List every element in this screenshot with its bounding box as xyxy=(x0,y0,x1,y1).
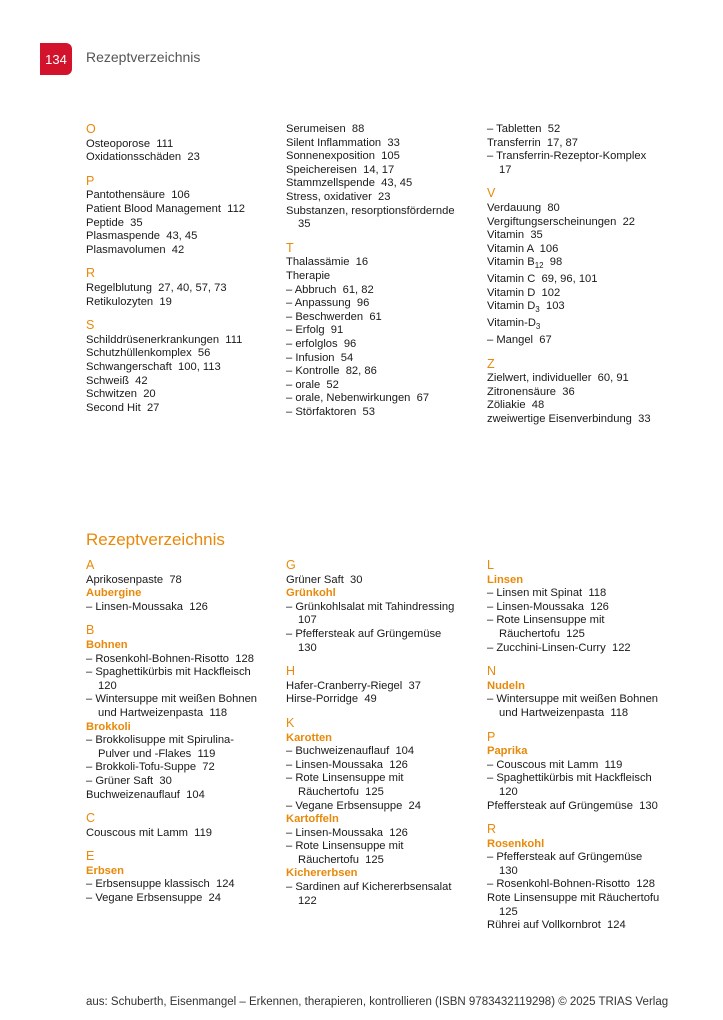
sub-entry: – Pfeffersteak auf Grüngemüse xyxy=(286,627,442,640)
sub-entry: – Zucchini-Linsen-Curry 122 xyxy=(487,641,631,654)
index-entry: Verdauung 80 xyxy=(487,201,560,214)
letter-heading: L xyxy=(487,558,494,572)
index-column-1 xyxy=(86,123,245,415)
sub-entry: – Vegane Erbsensuppe 24 xyxy=(86,892,221,905)
letter-heading: R xyxy=(487,822,497,837)
sub-entry: – Linsen-Moussaka 126 xyxy=(487,600,609,613)
index-entry: Serumeisen 88 xyxy=(286,123,365,135)
index-entry: Hafer-Cranberry-Riegel 37 xyxy=(286,679,421,692)
letter-heading: Z xyxy=(487,356,495,371)
sub-entry: – Brokkolisuppe mit Spirulina- xyxy=(86,734,234,747)
letter-heading: B xyxy=(86,623,95,638)
sub-entry: – Vegane Erbsensuppe 24 xyxy=(286,799,421,812)
index-entry xyxy=(487,300,651,317)
sub-entry: – Spaghettikürbis mit Hackfleisch xyxy=(86,666,251,679)
sub-entry: – orale 52 xyxy=(286,378,339,391)
letter-heading: P xyxy=(487,729,496,744)
sub-entry: – Linsen mit Spinat 118 xyxy=(487,587,607,600)
entry-continuation: Pulver und -Flakes 119 xyxy=(98,747,216,760)
index-entry: Schutzhüllenkomplex 56 xyxy=(86,347,211,360)
index-entry: Osteoporose 111 xyxy=(86,137,174,150)
entry-continuation: 17 xyxy=(499,163,512,176)
entry-pages: 103 xyxy=(539,300,565,313)
sub-entry: – Grüner Saft 30 xyxy=(86,774,172,787)
entry-continuation: Räuchertofu 125 xyxy=(298,785,384,798)
sub-entry: – Linsen-Moussaka 126 xyxy=(86,600,208,613)
ingredient-heading: Rosenkohl xyxy=(487,837,545,850)
sub-entry: – Tabletten 52 xyxy=(487,123,561,135)
entry-continuation: 130 xyxy=(298,641,317,654)
index-entry: Speichereisen 14, 17 xyxy=(286,163,395,176)
letter-heading: C xyxy=(86,811,96,826)
sub-entry: – Rote Linsensuppe mit xyxy=(286,840,404,853)
index-entry: Patient Blood Management 112 xyxy=(86,202,246,215)
index-entry: Rührei auf Vollkornbrot 124 xyxy=(487,919,626,932)
sub-entry: – Linsen-Moussaka 126 xyxy=(286,758,408,771)
index-entry: Zielwert, individueller 60, 91 xyxy=(487,372,629,385)
index-entry: Pantothensäure 106 xyxy=(86,189,190,202)
index-entry: Vitamin C 69, 96, 101 xyxy=(487,273,598,286)
sub-entry: – Linsen-Moussaka 126 xyxy=(286,826,408,839)
sub-entry: – Wintersuppe mit weißen Bohnen xyxy=(86,693,258,706)
sub-entry: – Brokkoli-Tofu-Suppe 72 xyxy=(86,761,215,774)
sub-entry: – Beschwerden 61 xyxy=(286,310,382,323)
index-entry: Hirse-Porridge 49 xyxy=(286,693,377,706)
index-entry: zweiwertige Eisenverbindung 33 xyxy=(487,412,651,425)
index-entry: Zöliakie 48 xyxy=(487,399,545,412)
entry-continuation: und Hartweizenpasta 118 xyxy=(98,706,228,719)
page-number-badge xyxy=(40,43,72,75)
sub-entry: – Rote Linsensuppe mit xyxy=(487,614,605,627)
sub-entry: – Transferrin-Rezeptor-Komplex xyxy=(487,150,647,163)
letter-heading: P xyxy=(86,173,95,188)
sub-entry: – Erbsensuppe klassisch 124 xyxy=(86,878,235,891)
index-entry: Vergiftungserscheinungen 22 xyxy=(487,215,636,228)
sub-entry: – Infusion 54 xyxy=(286,351,354,364)
index-entry: Substanzen, resorptionsfördernde xyxy=(286,204,455,217)
ingredient-heading: Paprika xyxy=(487,745,528,758)
index-entry xyxy=(487,317,651,334)
sub-entry: – erfolglos 96 xyxy=(286,337,357,350)
index-column-3 xyxy=(487,123,651,427)
ingredient-heading: Erbsen xyxy=(86,864,124,877)
entry-subscript: 12 xyxy=(534,261,544,271)
sub-entry: – Rosenkohl-Bohnen-Risotto 128 xyxy=(487,878,655,891)
entry-pages: 98 xyxy=(543,256,563,269)
letter-heading: A xyxy=(86,558,95,572)
index-entry: Retikulozyten 19 xyxy=(86,295,172,308)
letter-heading: O xyxy=(86,122,96,136)
sub-entry: – Grünkohlsalat mit Tahindressing xyxy=(286,600,455,613)
index-entry: Pfeffersteak auf Grüngemüse 130 xyxy=(487,799,658,812)
letter-heading: S xyxy=(86,318,95,333)
index-entry: Silent Inflammation 33 xyxy=(286,136,400,149)
index-entry: Schwangerschaft 100, 113 xyxy=(86,360,221,373)
index-entry: Buchweizenauflauf 104 xyxy=(86,788,205,801)
entry-continuation: 120 xyxy=(499,785,518,798)
index-entry: Schilddrüsenerkrankungen 111 xyxy=(86,333,243,346)
index-entry: Rote Linsensuppe mit Räuchertofu xyxy=(487,892,660,905)
page-number: 134 xyxy=(45,51,67,67)
index-entry: Aprikosenpaste 78 xyxy=(86,573,182,586)
index-entry: Therapie xyxy=(286,269,331,282)
sub-entry: – orale, Nebenwirkungen 67 xyxy=(286,392,430,405)
sub-entry: – Pfeffersteak auf Grüngemüse xyxy=(487,851,643,864)
sub-entry: – Rosenkohl-Bohnen-Risotto 128 xyxy=(86,652,254,665)
entry-text: Vitamin-D xyxy=(487,317,536,330)
index-entry: Stress, oxidativer 23 xyxy=(286,190,391,203)
entry-subscript: 3 xyxy=(535,322,541,332)
recipes-section-title: Rezeptverzeichnis xyxy=(86,530,225,549)
entry-continuation: Räuchertofu 125 xyxy=(499,627,585,640)
index-entry: Stammzellspende 43, 45 xyxy=(286,177,413,190)
recipes-column-2 xyxy=(286,559,454,908)
index-entry: Schwitzen 20 xyxy=(86,388,156,401)
index-entry xyxy=(487,256,651,273)
letter-heading: V xyxy=(487,186,496,201)
entry-continuation: 120 xyxy=(98,679,117,692)
ingredient-heading: Kartoffeln xyxy=(286,813,339,826)
index-entry: Grüner Saft 30 xyxy=(286,573,363,586)
index-entry: Vitamin D 102 xyxy=(487,286,561,299)
recipes-column-1 xyxy=(86,559,257,906)
sub-entry: – Störfaktoren 53 xyxy=(286,405,375,418)
sub-entry: – Anpassung 96 xyxy=(286,297,370,310)
entry-continuation: und Hartweizenpasta 118 xyxy=(499,706,629,719)
letter-heading: E xyxy=(86,849,95,864)
sub-entry: – Couscous mit Lamm 119 xyxy=(487,758,623,771)
ingredient-heading: Bohnen xyxy=(86,638,128,651)
sub-entry: – Rote Linsensuppe mit xyxy=(286,772,404,785)
index-entry: Vitamin A 106 xyxy=(487,242,559,255)
index-entry: Transferrin 17, 87 xyxy=(487,136,578,149)
entry-continuation: Räuchertofu 125 xyxy=(298,853,384,866)
entry-continuation: 122 xyxy=(298,894,317,907)
index-entry: Zitronensäure 36 xyxy=(487,385,575,398)
index-entry: Peptide 35 xyxy=(86,216,143,229)
ingredient-heading: Karotten xyxy=(286,731,332,744)
sub-entry: – Erfolg 91 xyxy=(286,324,344,337)
ingredient-heading: Brokkoli xyxy=(86,720,131,733)
sub-entry: – Buchweizenauflauf 104 xyxy=(286,745,415,758)
index-entry: Oxidationsschäden 23 xyxy=(86,151,200,164)
footer-citation: aus: Schuberth, Eisenmangel – Erkennen, therapieren, kontrollieren (ISBN 9783432119298) © 2025 TRIAS Verlag xyxy=(86,996,669,1008)
recipes-column-3 xyxy=(487,559,659,933)
index-entry: Schweiß 42 xyxy=(86,374,148,387)
index-entry: Second Hit 27 xyxy=(86,401,160,414)
ingredient-heading: Grünkohl xyxy=(286,587,336,600)
letter-heading: R xyxy=(86,266,96,281)
ingredient-heading: Nudeln xyxy=(487,679,525,692)
letter-heading: G xyxy=(286,558,296,572)
sub-entry: – Spaghettikürbis mit Hackfleisch xyxy=(487,772,652,785)
letter-heading: K xyxy=(286,715,295,730)
ingredient-heading: Linsen xyxy=(487,573,524,586)
index-entry: Couscous mit Lamm 119 xyxy=(86,826,213,839)
sub-entry: – Mangel 67 xyxy=(487,334,552,347)
index-entry: Regelblutung 27, 40, 57, 73 xyxy=(86,281,227,294)
index-entry: Vitamin 35 xyxy=(487,229,543,242)
sub-entry: – Kontrolle 82, 86 xyxy=(286,365,377,378)
entry-text: Vitamin B xyxy=(487,256,535,269)
sub-entry: – Abbruch 61, 82 xyxy=(286,283,374,296)
ingredient-heading: Aubergine xyxy=(86,587,142,600)
entry-text: Vitamin D xyxy=(487,300,536,313)
index-entry: Plasmavolumen 42 xyxy=(86,243,185,256)
sub-entry: – Wintersuppe mit weißen Bohnen xyxy=(487,693,659,706)
index-entry: Plasmaspende 43, 45 xyxy=(86,230,198,243)
entry-continuation: 125 xyxy=(499,905,518,918)
sub-entry: – Sardinen auf Kichererbsensalat xyxy=(286,881,452,894)
running-head: Rezeptverzeichnis xyxy=(86,49,201,65)
entry-continuation: 130 xyxy=(499,864,518,877)
entry-continuation: 35 xyxy=(298,218,311,231)
letter-heading: T xyxy=(286,240,294,255)
letter-heading: H xyxy=(286,664,296,679)
ingredient-heading: Kichererbsen xyxy=(286,867,358,880)
entry-subscript: 3 xyxy=(535,305,540,315)
index-entry: Sonnenexposition 105 xyxy=(286,150,400,163)
letter-heading: N xyxy=(487,664,497,679)
entry-continuation: 107 xyxy=(298,614,317,627)
index-entry: Thalassämie 16 xyxy=(286,256,369,269)
index-column-2 xyxy=(286,123,455,419)
